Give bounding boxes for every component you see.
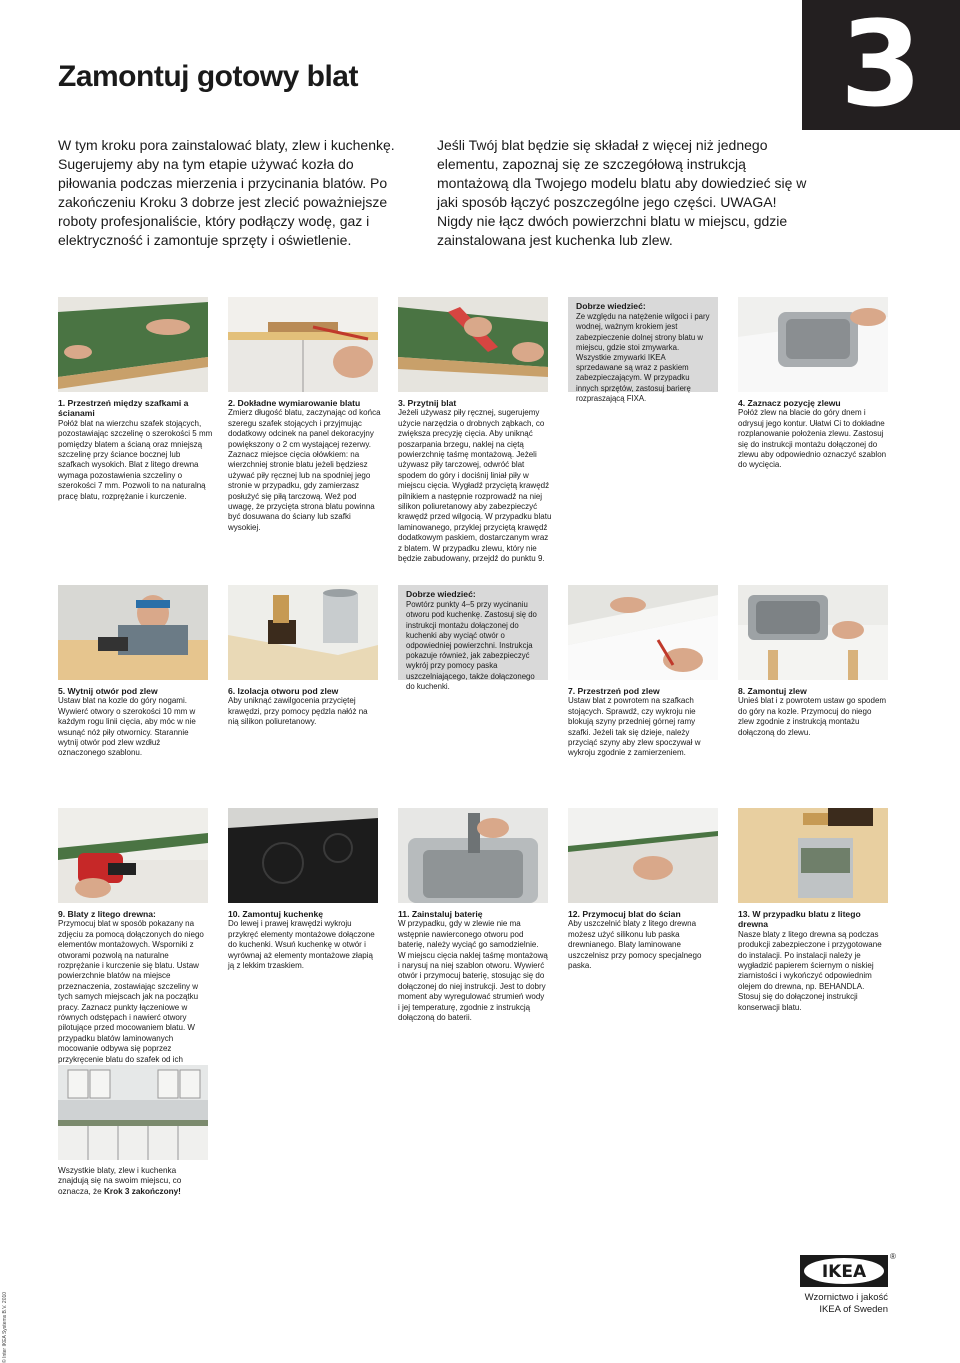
step-heading: 2. Dokładne wymiarowanie blatu — [228, 398, 361, 408]
step-text: Aby uniknąć zawilgocenia przyciętej krawędzi, przy pomocy pędzla nałóż na nią silikon poliuretanowy. — [228, 696, 368, 727]
caption-step-2 — [228, 398, 383, 533]
photo-step-10 — [228, 808, 378, 903]
step-text: Połóż zlew na blacie do góry dnem i odrysuj jego kontur. Ułatwi Ci to dokładne rozplanowanie położenia zlewu. Zastosuj się do instrukcji montażu dołączonej do zlewu aby odpowiednio oznaczyć szablon do wycięcia. — [738, 408, 887, 470]
tip-heading: Dobrze wiedzieć: — [576, 301, 646, 311]
step-text: Ustaw blat z powrotem na szafkach stojących. Sprawdź, czy wykroju nie blokują szyny przedniej górnej ramy szafki. Jeżeli tak się dzieje, należy przyciąć szyny aby zlew spoczywał w wykroju zgodnie z zamierzeniem. — [568, 696, 701, 758]
ikea-logo — [800, 1255, 888, 1287]
step-text: Jeżeli używasz piły ręcznej, sugerujemy użycie narzędzia o drobnych ząbkach, co zwiększa precyzję cięcia. Aby uniknąć poszarpania brzegu, naklej na ciętą powierzchnię taśmę montażową. Jeżeli używasz piły tarczowej, odwróć blat spodem do góry i dociśnij liniał piły w miejscu cięcia. Wygładź przyciętą krawędź pilnikiem a następnie rozprowadź na niej silikon poliuretanowy aby zabezpieczyć krawędź przed wilgocią. W przypadku blatu laminowanego, przyklej przyciętą krawędź dodatkowym paskiem, dostarczanym wraz z blatem. W przypadku zlewu, który nie będzie zabudowany, przejdź do punktu 9. — [398, 408, 552, 564]
copyright-text: © Inter IKEA Systems B.V. 2010 — [2, 1291, 8, 1363]
caption-step-9 — [58, 909, 208, 1076]
page-title: Zamontuj gotowy blat — [58, 60, 358, 93]
photo-finished-kitchen — [58, 1065, 208, 1160]
caption-step-3 — [398, 398, 553, 565]
intro-left: W tym kroku pora zainstalować blaty, zlew i kuchenkę. Sugerujemy aby na tym etapie używać kozła do piłowania podczas mierzenia i przycinania blatów. Po zakończeniu Kroku 3 dobrze jest zlecić poważniejsze roboty profesjonaliście, który podłączy wodę, gaz i elektryczność i zamontuje sprzęty i oświetlenie. — [58, 137, 395, 248]
ikea-logo-text: IKEA — [821, 1262, 867, 1282]
caption-step-1 — [58, 398, 213, 502]
step-text: Zmierz długość blatu, zaczynając od końca szeregu szafek stojących i przyjmując dodatkowy odcinek na panel dekoracyjny powiększony o 2 cm wystającej rezerwy. Zaznacz miejsce cięcia ołówkiem: na wierzchniej stronie blatu jeżeli będziesz używać piły ręcznej lub na spodniej jego stronie w przypadku, gdy zamierzasz posłużyć się piłą tarczową. Weź pod uwagę, że przycięta strona blatu powinna być dosuwana do ściany lub szafki wysokiej. — [228, 408, 381, 532]
step-heading: 6. Izolacja otworu pod zlew — [228, 686, 339, 696]
step-text: Aby uszczelnić blaty z litego drewna możesz użyć silikonu lub paska drewnianego. Blaty laminowane uszczelnisz przy pomocy specjalnego paska. — [568, 919, 702, 971]
step-heading: 7. Przestrzeń pod zlew — [568, 686, 660, 696]
caption-step-7 — [568, 686, 718, 759]
photo-step-12 — [568, 808, 718, 903]
tip-text: Ze względu na natężenie wilgoci i pary wodnej, ważnym krokiem jest zabezpieczenie dolnej strony blatu w miejscu, gdzie stoi zmywarka. Wszystkie zmywarki IKEA sprzedawane są wraz z paskiem zabezpieczającym. W przypadku innych sprzętów, zastosuj barierę rozpraszającą FIXA. — [576, 312, 710, 403]
tagline-line-2: IKEA of Sweden — [819, 1304, 888, 1315]
step-heading: 12. Przymocuj blat do ścian — [568, 909, 681, 919]
photo-step-13 — [738, 808, 888, 903]
photo-step-9 — [58, 808, 208, 903]
caption-step-10 — [228, 909, 378, 971]
step-text: W przypadku, gdy w zlewie nie ma wstępnie nawierconego otworu pod baterię, należy wyciąć go samodzielnie. W miejscu cięcia naklej taśmę montażową i narysuj na niej szablon otworu. Wywierć otwór i przymocuj baterię, stosując się do dołączonej do niej instrukcji. Jest to dobry moment aby wyregulować strumień wody i jej temperaturę, zgodnie z instrukcją dołączoną do baterii. — [398, 919, 548, 1023]
step-heading: 8. Zamontuj zlew — [738, 686, 807, 696]
photo-step-2 — [228, 297, 378, 392]
step-heading: 4. Zaznacz pozycję zlewu — [738, 398, 841, 408]
step-heading: 11. Zainstaluj baterię — [398, 909, 483, 919]
tip-box-1 — [568, 297, 718, 403]
step-heading: 13. W przypadku blatu z litego drewna — [738, 909, 861, 930]
final-caption — [58, 1166, 208, 1197]
caption-step-13 — [738, 909, 888, 1013]
registered-mark: ® — [890, 1252, 896, 1261]
step-heading: 10. Zamontuj kuchenkę — [228, 909, 324, 919]
step-text: Do lewej i prawej krawędzi wykroju przykręć elementy montażowe dołączone do kuchenki. Wsuń kuchenkę w otwór i wyrównaj aż elementy montażowe złapią ją z lekkim trzaskiem. — [228, 919, 375, 971]
step-text: Unieś blat i z powrotem ustaw go spodem do góry na kozle. Przymocuj do niego zlew zgodnie z instrukcją montażu dołączoną do zlewu. — [738, 696, 887, 737]
step-heading: 3. Przytnij blat — [398, 398, 457, 408]
step-heading: 5. Wytnij otwór pod zlew — [58, 686, 158, 696]
photo-step-7 — [568, 585, 718, 680]
tip-box-2 — [398, 585, 548, 691]
tip-text: Powtórz punkty 4–5 przy wycinaniu otworu pod kuchenkę. Zastosuj się do instrukcji montażu dołączonej do kuchenki aby wyciąć otwór o odpowiedniej powierzchni. Instrukcja pokazuje również, jak zabezpieczyć wykrój przy pomocy paska uszczelniającego, także dołączonego do kuchenki. — [406, 600, 537, 691]
caption-step-11 — [398, 909, 548, 1023]
ikea-tagline — [760, 1292, 888, 1316]
step-text: Nasze blaty z litego drewna są podczas produkcji zabezpieczone i przygotowane do instalacji. Po instalacji należy je wygładzić papierem ściernym o niskiej ziarnistości i wykończyć odpowiednim olejem do drewna, np. BEHANDLA. Stosuj się do dołączonej instrukcji konserwacji blatu. — [738, 929, 882, 1012]
caption-step-4 — [738, 398, 893, 471]
step-text: Ustaw blat na kozle do góry nogami. Wywierć otwory o szerokości 10 mm w każdym rogu linii cięcia, aby móc w nie wsunąć nóż piły otwornicy. Starannie wytnij otwór pod zlew wzdłuż oznaczonego szablonu. — [58, 696, 196, 758]
photo-step-5 — [58, 585, 208, 680]
caption-step-12 — [568, 909, 718, 971]
tip-heading: Dobrze wiedzieć: — [406, 589, 476, 599]
photo-step-8 — [738, 585, 888, 680]
caption-step-8 — [738, 686, 888, 738]
caption-step-6 — [228, 686, 378, 728]
caption-step-5 — [58, 686, 208, 759]
photo-step-11 — [398, 808, 548, 903]
step-number-badge: 3 — [802, 0, 960, 130]
step-text: Połóż blat na wierzchu szafek stojących, pozostawiając szczelinę o szerokości 5 mm pomiędzy blatem a ścianą oraz mniejszą szczelinę przy ściance bocznej lub szafkach wysokich. Blat z litego drewna wymaga pozostawienia szczeliny o szerokości 7 mm. Pozwoli to na naturalną pracę blatu, rozprężanie i kurczenie. — [58, 418, 213, 501]
photo-step-3 — [398, 297, 548, 392]
final-bold: Krok 3 zakończony! — [103, 1186, 181, 1196]
photo-step-1 — [58, 297, 208, 392]
step-heading: 9. Blaty z litego drewna: — [58, 909, 156, 919]
intro-right: Jeśli Twój blat będzie się składał z więcej niż jednego elementu, zapoznaj się ze szczegółową instrukcją montażową dla Twojego modelu blatu aby dowiedzieć się w jaki sposób łączyć poszczególne jego części. UWAGA! Nigdy nie łącz dwóch powierzchni blatu w miejscu, gdzie zainstalowana jest kuchenka lub zlew. — [437, 137, 807, 248]
photo-step-4 — [738, 297, 888, 392]
photo-step-6 — [228, 585, 378, 680]
tagline-line-1: Wzornictwo i jakość — [804, 1292, 888, 1303]
step-text: Przymocuj blat w sposób pokazany na zdjęciu za pomocą dołączonych do niego elementów montażowych. Wsporniki z otworami pozwolą na naturalne rozprężanie i kurczenie się blatu. Ustaw powierzchnie blatów na miejsce przeznaczenia, zostawiając szczeliny w tych samych miejscach jak na początku pracy. Zaznacz punkty łączeniowe w równych odstępach i nawierć otwory pilotujące przed mocowaniem blatu. W przypadku blatów laminowanych mocowanie odbywa się poprzez przykręcenie blatu do szafek od ich — [58, 919, 204, 1064]
step-heading: 1. Przestrzeń między szafkami a ścianami — [58, 398, 189, 419]
final-text: Wszystkie blaty, zlew i kuchenka znajdują się na swoim miejscu, co oznacza, że — [58, 1166, 182, 1196]
